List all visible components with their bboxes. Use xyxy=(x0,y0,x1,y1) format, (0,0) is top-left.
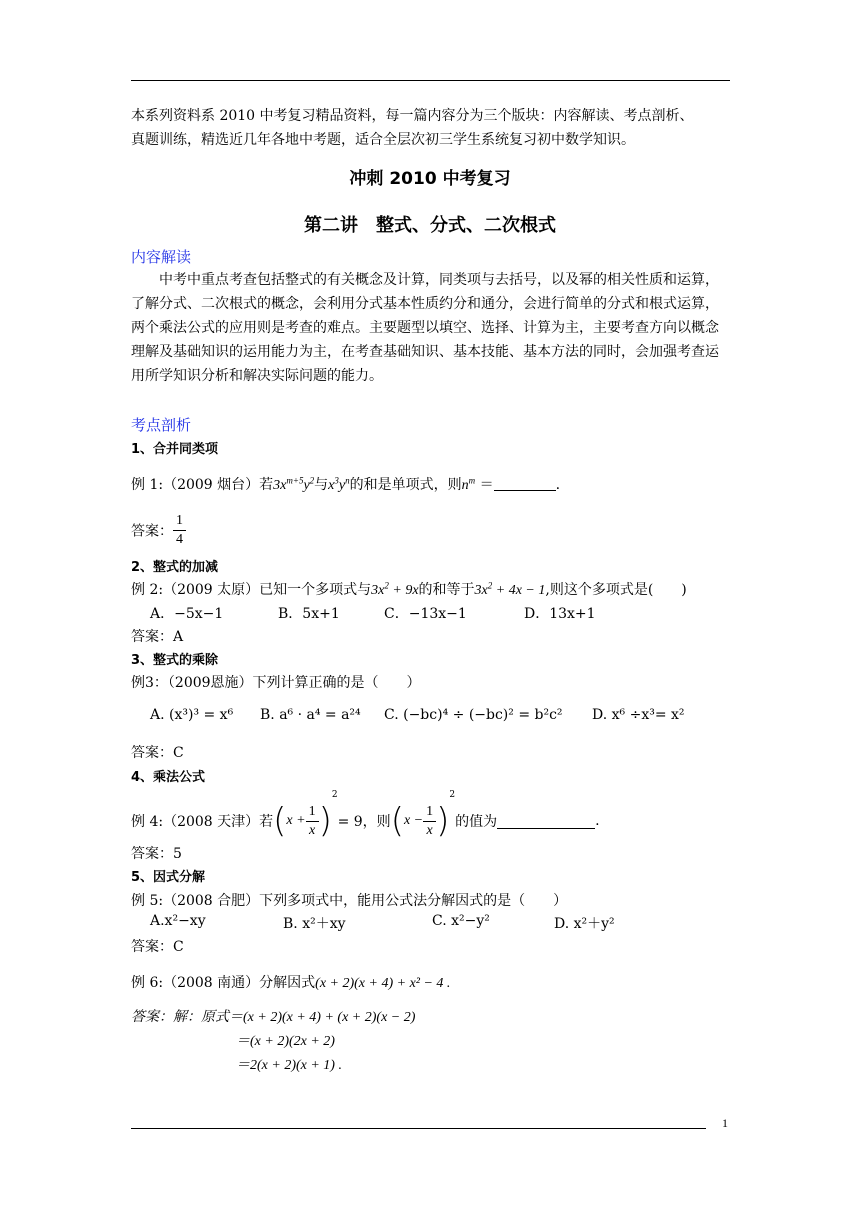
example-1-math-c: $n^m$ xyxy=(461,475,476,493)
example-1-math-b: $x^3y^n$ xyxy=(328,475,350,493)
option-3c: C. (−bc)⁴ ÷ (−bc)² = b²c² xyxy=(384,707,563,723)
footer-rule xyxy=(131,1128,706,1129)
header-rule xyxy=(131,80,730,81)
option-2c: C．−13x−1 xyxy=(384,606,467,622)
lecture-title: 第二讲 整式、分式、二次根式 xyxy=(304,215,556,236)
option-3b: B. a⁶ · a⁴ = a²⁴ xyxy=(260,707,361,723)
example-6-expression: (x + 2)(x + 4) + x² − 4 . xyxy=(315,976,451,991)
answer-1-label: 答案： xyxy=(131,523,173,540)
option-5b: B. x²＋xy xyxy=(283,916,346,932)
example-2 xyxy=(131,579,687,599)
topic-5-title: 5、因式分解 xyxy=(131,870,206,885)
exponent-2: 2 xyxy=(331,790,338,800)
answer-5: 答案：C xyxy=(131,939,184,955)
solution-line-1: 答案：解：原式＝(x + 2)(x + 4) + (x + 2)(x − 2) xyxy=(131,1010,416,1025)
option-5a: A.x²−xy xyxy=(150,913,206,929)
answer-2: 答案：A xyxy=(131,629,184,645)
right-paren: ) xyxy=(436,801,450,841)
fraction-one-over-x: $\frac{1}{x}$ xyxy=(306,803,319,840)
example-6-prefix: 例 6:（2008 南通）分解因式 xyxy=(131,975,316,991)
answer-4: 答案：5 xyxy=(131,846,182,862)
example-1-math-a: $3x^{m+5}y^2$ xyxy=(273,475,315,493)
solution-line-3: ＝2(x + 2)(x + 1) . xyxy=(236,1058,342,1073)
topic-2-title: 2、整式的加减 xyxy=(131,560,219,575)
option-5c: C. x²−y² xyxy=(432,913,490,929)
left-paren: ( xyxy=(390,801,404,841)
example-6 xyxy=(131,972,450,992)
math-x: x − xyxy=(403,813,424,828)
fraction-denominator: 4 xyxy=(176,532,183,547)
example-4 xyxy=(131,790,600,841)
example-1-eq: ＝ xyxy=(479,477,494,493)
option-3a: A. (x³)³ = x⁶ xyxy=(150,707,234,723)
intro-line-1: 本系列资料系 2010 中考复习精品资料，每一篇内容分为三个版块：内容解读、考点剖析、 xyxy=(131,108,694,124)
topic-4-title: 4、乘法公式 xyxy=(131,770,206,785)
fraction-one-over-x: $\frac{1}{x}$ xyxy=(423,803,436,840)
answer-3: 答案：C xyxy=(131,745,184,761)
option-2a: A．−5x−1 xyxy=(150,606,224,622)
example-4-prefix: 例 4:（2008 天津）若 xyxy=(131,814,274,830)
page-number: 1 xyxy=(722,1116,728,1130)
example-2-math-a: $3x^2 + 9x$ xyxy=(371,580,419,598)
answer-1 xyxy=(131,512,186,549)
example-5: 例 5:（2008 合肥）下列多项式中，能用公式法分解因式的是（ ） xyxy=(131,893,568,909)
exponent-2: 2 xyxy=(449,790,456,800)
answer-blank xyxy=(494,476,556,491)
left-paren: ( xyxy=(273,801,287,841)
example-4-eq: = 9，则 xyxy=(337,814,391,830)
option-5d: D. x²＋y² xyxy=(554,916,615,932)
example-3: 例3：（2009恩施）下列计算正确的是（ ） xyxy=(131,675,421,691)
example-1-prefix: 例 1:（2009 烟台）若 xyxy=(131,477,274,493)
content-paragraph: 中考中重点考查包括整式的有关概念及计算，同类项与去括号，以及幂的相关性质和运算，了解分式、二次根式的概念，会利用分式基本性质约分和通分，会进行简单的分式和根式运算，两个乘法公式的应用则是考查的难点。主要题型以填空、选择、计算为主，主要考查方向以概念理解及基础知识的运用能力为主，在考查基础知识、基本技能、基本方法的同时，会加强考查运用所学知识分析和解决实际问题的能力。 xyxy=(131,272,719,384)
content-heading: 内容解读 xyxy=(131,248,192,266)
example-4-end: 的值为 xyxy=(455,814,498,830)
answer-blank xyxy=(497,814,595,829)
option-2d: D．13x+1 xyxy=(524,606,596,622)
intro-line-2: 真题训练，精选近几年各地中考题，适合全层次初三学生系统复习初中数学知识。 xyxy=(131,132,635,148)
analysis-heading: 考点剖析 xyxy=(131,416,192,434)
example-2-mid: 的和等于 xyxy=(418,582,475,598)
example-1 xyxy=(131,474,560,494)
example-1-mid2: 的和是单项式，则 xyxy=(349,477,462,493)
option-3d: D. x⁶ ÷x³= x² xyxy=(592,707,685,723)
example-2-end: ,则这个多项式是( ) xyxy=(545,582,687,598)
answer-1-fraction xyxy=(173,512,186,549)
math-x: x + xyxy=(286,813,306,828)
example-1-mid1: 与 xyxy=(314,477,329,493)
example-1-period: . xyxy=(555,477,561,493)
fraction-numerator: 1 xyxy=(173,512,186,531)
topic-1-title: 1、合并同类项 xyxy=(131,442,219,457)
solution-line-2: ＝(x + 2)(2x + 2) xyxy=(236,1034,335,1049)
example-2-math-b: $3x^2 + 4x - 1$ xyxy=(474,580,546,598)
main-title: 冲刺 2010 中考复习 xyxy=(349,169,511,189)
example-4-period: . xyxy=(595,813,600,829)
right-paren: ) xyxy=(318,801,332,841)
topic-3-title: 3、整式的乘除 xyxy=(131,653,219,668)
option-2b: B．5x+1 xyxy=(278,606,340,622)
example-2-prefix: 例 2:（2009 太原）已知一个多项式与 xyxy=(131,582,372,598)
